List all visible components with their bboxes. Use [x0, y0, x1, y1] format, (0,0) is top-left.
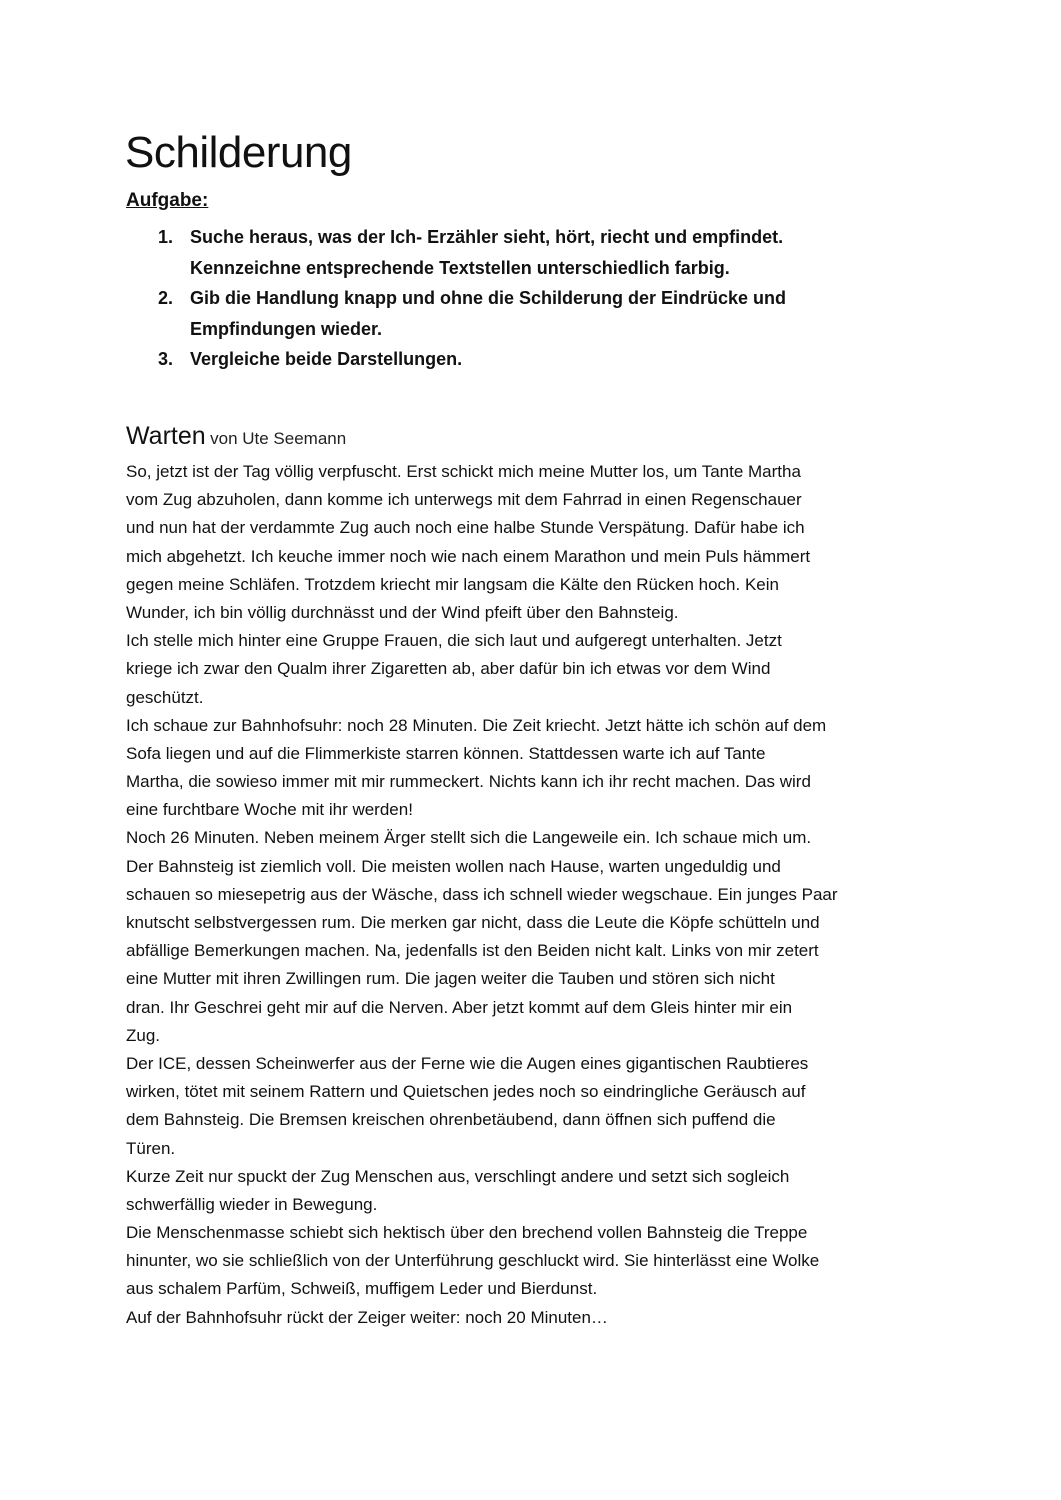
story-line: So, jetzt ist der Tag völlig verpfuscht. Erst schickt mich meine Mutter los, um Tante Martha [126, 462, 801, 481]
story-line: hinunter, wo sie schließlich von der Unterführung geschluckt wird. Sie hinterlässt eine Wolke [126, 1251, 820, 1271]
story-line: wirken, tötet mit seinem Rattern und Quietschen jedes noch so eindringliche Geräusch auf [126, 1082, 806, 1102]
story-line: eine furchtbare Woche mit ihr werden! [126, 800, 413, 820]
task-number: 1. [158, 227, 174, 247]
story-line: Der Bahnsteig ist ziemlich voll. Die meisten wollen nach Hause, warten ungeduldig und [126, 856, 781, 876]
page-title: Schilderung [125, 128, 352, 177]
story-line: Martha, die sowieso immer mit mir rummeckert. Nichts kann ich ihr recht machen. Das wird [126, 772, 811, 792]
story-line: Zug. [126, 1025, 161, 1045]
story-line: gegen meine Schläfen. Trotzdem kriecht mir langsam die Kälte den Rücken hoch. Kein [126, 574, 779, 594]
story-line: Wunder, ich bin völlig durchnässt und der Wind pfeift über den Bahnsteig. [126, 602, 679, 622]
story-line: dem Bahnsteig. Die Bremsen kreischen ohrenbetäubend, dann öffnen sich puffend die [126, 1110, 776, 1130]
story-line: dran. Ihr Geschrei geht mir auf die Nerven. Aber jetzt kommt auf dem Gleis hinter mir ein [126, 997, 793, 1017]
task-text-line: Suche heraus, was der Ich- Erzähler sieht, hört, riecht und empfindet. [190, 227, 784, 247]
task-text-line: Empfindungen wieder. [190, 318, 383, 339]
story-line: geschützt. [126, 687, 204, 707]
story-line: und nun hat der verdammte Zug auch noch eine halbe Stunde Verspätung. Dafür habe ich [126, 518, 805, 538]
task-number: 2. [158, 288, 174, 308]
story-line: abfällige Bemerkungen machen. Na, jedenfalls ist den Beiden nicht kalt. Links von mir zetert [126, 941, 819, 961]
story-line: schwerfällig wieder in Bewegung. [126, 1194, 378, 1214]
story-line: Auf der Bahnhofsuhr rückt der Zeiger weiter: noch 20 Minuten… [126, 1307, 608, 1327]
story-line: aus schalem Parfüm, Schweiß, muffigem Leder und Bierdunst. [126, 1279, 598, 1299]
story-line: Sofa liegen und auf die Flimmerkiste starren können. Stattdessen warte ich auf Tante [126, 743, 766, 763]
story-line: knutscht selbstvergessen rum. Die merken gar nicht, dass die Leute die Köpfe schütteln und [126, 913, 820, 932]
story-line: Die Menschenmasse schiebt sich hektisch über den brechend vollen Bahnsteig die Treppe [126, 1223, 808, 1243]
story-line: Kurze Zeit nur spuckt der Zug Menschen aus, verschlingt andere und setzt sich sogleich [126, 1166, 790, 1186]
story-line: vom Zug abzuholen, dann komme ich unterwegs mit dem Fahrrad in einen Regenschauer [126, 490, 802, 510]
story-heading [126, 422, 346, 451]
story-title: Warten [126, 422, 206, 450]
story-line: Ich stelle mich hinter eine Gruppe Frauen, die sich laut und aufgeregt unterhalten. Jetzt [126, 631, 782, 651]
story-line: mich abgehetzt. Ich keuche immer noch wie nach einem Marathon und mein Puls hämmert [126, 546, 811, 566]
story-line: Der ICE, dessen Scheinwerfer aus der Ferne wie die Augen eines gigantischen Raubtieres [126, 1053, 809, 1073]
story-line: kriege ich zwar den Qualm ihrer Zigaretten ab, aber dafür bin ich etwas vor dem Wind [126, 659, 771, 679]
story-text [126, 458, 838, 1332]
story-line: eine Mutter mit ihren Zwillingen rum. Die jagen weiter die Tauben und stören sich nicht [126, 969, 775, 989]
task-item [158, 283, 786, 344]
task-list [158, 222, 786, 375]
story-line: schauen so miesepetrig aus der Wäsche, dass ich schnell wieder wegschaue. Ein junges Paar [126, 884, 838, 904]
story-line: Ich schaue zur Bahnhofsuhr: noch 28 Minuten. Die Zeit kriecht. Jetzt hätte ich schön auf dem [126, 715, 827, 735]
task-text-line: Gib die Handlung knapp und ohne die Schilderung der Eindrücke und [190, 288, 787, 308]
task-text-line: Vergleiche beide Darstellungen. [190, 349, 463, 369]
task-number: 3. [158, 349, 174, 369]
story-line: Noch 26 Minuten. Neben meinem Ärger stellt sich die Langeweile ein. Ich schaue mich um. [126, 828, 812, 848]
task-item [158, 222, 786, 283]
story-author: von Ute Seemann [210, 429, 347, 448]
task-item [158, 344, 786, 375]
story-line: Türen. [126, 1138, 176, 1158]
task-heading: Aufgabe: [126, 190, 209, 211]
task-text-line: Kennzeichne entsprechende Textstellen unterschiedlich farbig. [190, 257, 730, 278]
